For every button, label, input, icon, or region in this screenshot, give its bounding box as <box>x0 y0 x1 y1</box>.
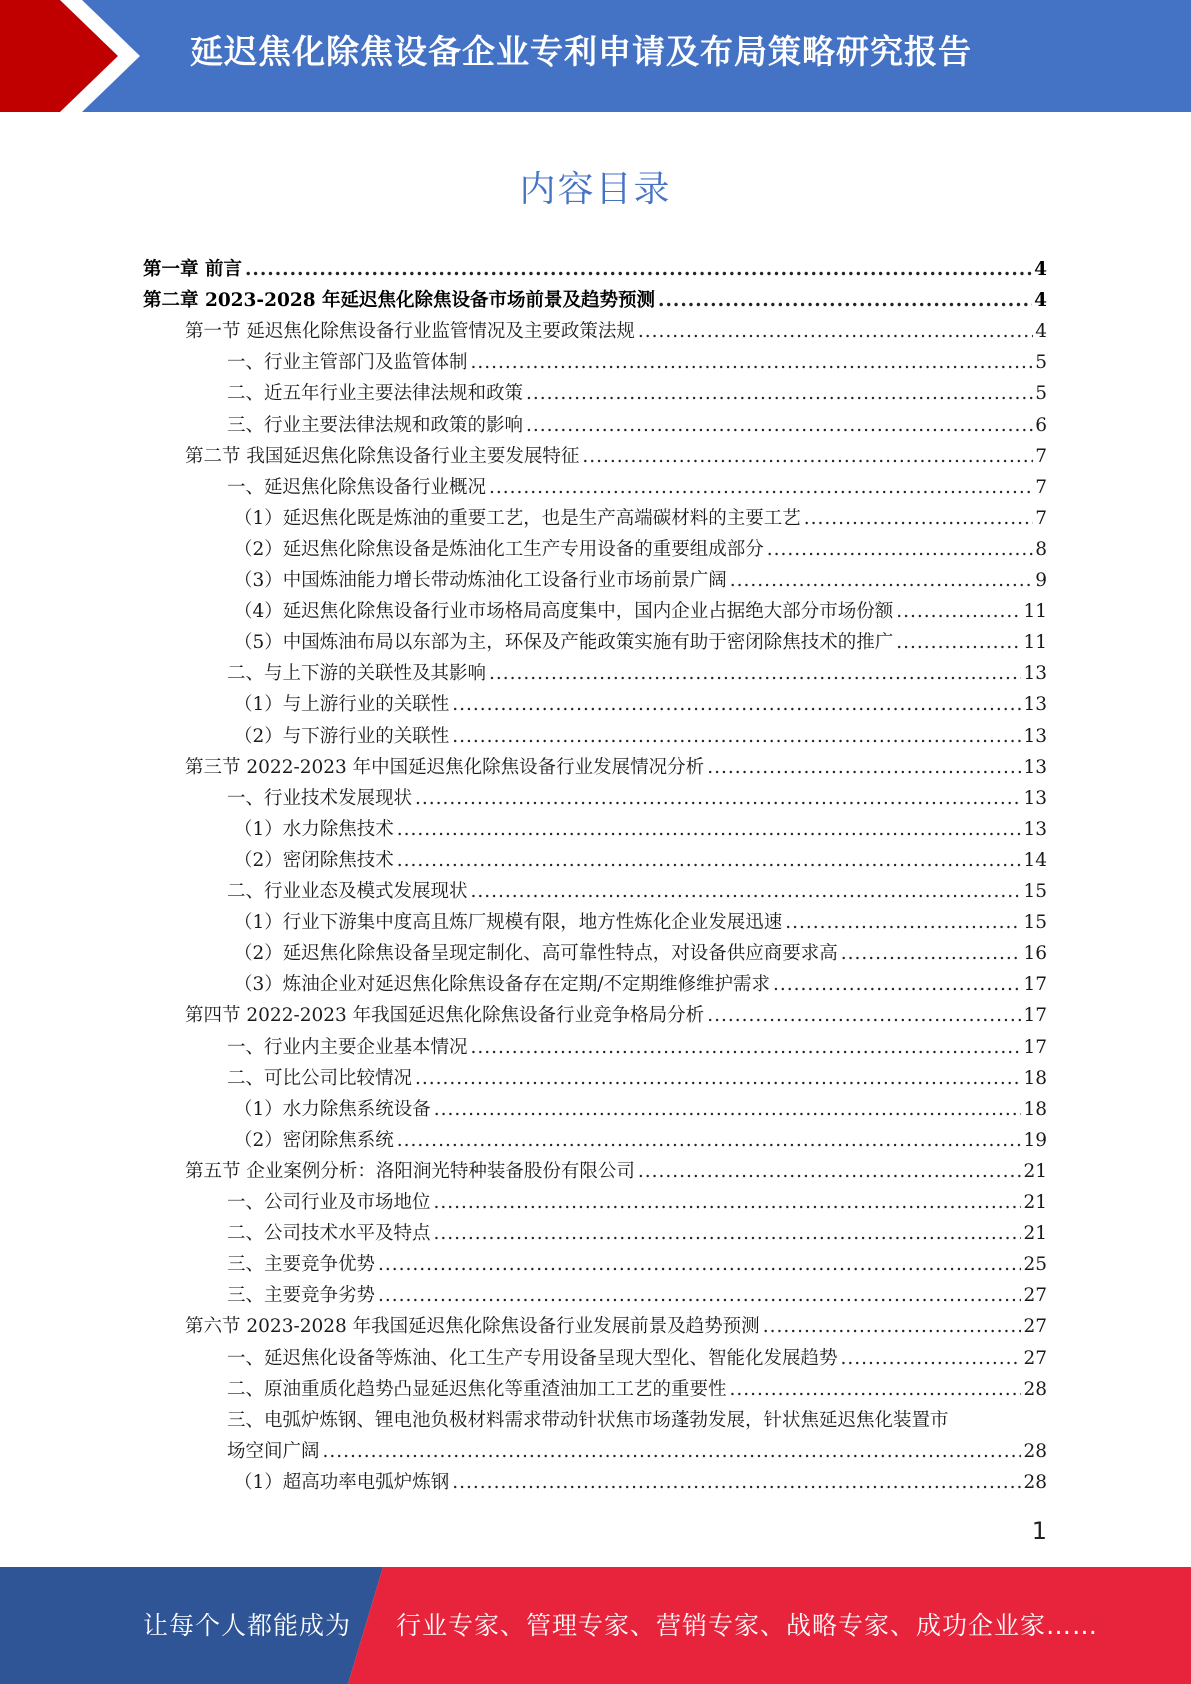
toc-entry-title: 二、行业业态及模式发展现状 <box>227 881 468 902</box>
toc-entry-page: 21 <box>1023 1192 1047 1213</box>
toc-leader-dots <box>841 938 1022 969</box>
toc-leader-dots <box>245 254 1032 285</box>
toc-entry-title: 三、电弧炉炼钢、锂电池负极材料需求带动针状焦市场蓬勃发展，针状焦延迟焦化装置市 <box>227 1409 949 1431</box>
toc-entry[interactable] <box>234 627 1047 658</box>
toc-entry-page: 4 <box>1035 321 1047 343</box>
toc-entry[interactable] <box>234 938 1047 969</box>
toc-entry[interactable] <box>234 565 1047 596</box>
toc-entry-page: 28 <box>1023 1471 1047 1493</box>
toc-entry-title: （4）延迟焦化除焦设备行业市场格局高度集中，国内企业占据绝大部分市场份额 <box>234 601 894 623</box>
toc-entry-title: 三、行业主要法律法规和政策的影响 <box>227 414 524 436</box>
toc-entry-title: 二、公司技术水平及特点 <box>227 1223 431 1245</box>
toc-entry[interactable] <box>185 316 1047 347</box>
toc-leader-dots <box>638 316 1033 347</box>
toc-leader-dots <box>471 347 1034 378</box>
toc-leader-dots <box>730 565 1033 596</box>
toc-entry[interactable] <box>227 378 1047 409</box>
toc-leader-dots <box>397 1125 1022 1156</box>
toc-leader-dots <box>489 658 1021 689</box>
toc-entry[interactable] <box>234 814 1047 845</box>
toc-entry-title: （1）水力除焦技术 <box>234 818 394 840</box>
toc-entry-title: （1）超高功率电弧炉炼钢 <box>234 1471 450 1493</box>
toc-entry-page: 13 <box>1023 756 1047 778</box>
toc-entry-title: 第二节 我国延迟焦化除焦设备行业主要发展特征 <box>185 445 580 467</box>
toc-leader-dots <box>471 1032 1022 1063</box>
toc-entry[interactable] <box>227 1032 1047 1063</box>
toc-entry[interactable] <box>234 689 1047 720</box>
toc-entry-page: 7 <box>1035 507 1047 529</box>
toc-entry[interactable] <box>227 1063 1047 1094</box>
toc-entry-page: 13 <box>1023 663 1047 685</box>
toc-entry-title: 一、延迟焦化设备等炼油、化工生产专用设备呈现大型化、智能化发展趋势 <box>227 1347 838 1369</box>
toc-leader-dots <box>397 814 1022 845</box>
toc-entry-title: （1）延迟焦化既是炼油的重要工艺，也是生产高端碳材料的主要工艺 <box>234 507 801 529</box>
toc-entry-title: 第六节 2023-2028 年我国延迟焦化除焦设备行业发展前景及趋势预测 <box>185 1316 760 1338</box>
toc-entry-page: 5 <box>1035 383 1047 405</box>
toc-leader-dots <box>582 441 1033 472</box>
toc-entry-title: 二、与上下游的关联性及其影响 <box>227 663 487 685</box>
toc-entry-title: 一、行业技术发展现状 <box>227 787 413 809</box>
toc-entry[interactable] <box>234 1467 1047 1498</box>
toc-entry-page: 16 <box>1023 943 1047 965</box>
toc-leader-dots <box>452 1467 1021 1498</box>
toc-entry-page: 17 <box>1023 974 1047 996</box>
toc-entry[interactable] <box>227 1187 1047 1218</box>
toc-entry-page: 7 <box>1035 476 1047 498</box>
toc-entry-title: 第三节 2022-2023 年中国延迟焦化除焦设备行业发展情况分析 <box>185 756 705 778</box>
toc-leader-dots <box>378 1280 1021 1311</box>
toc-entry-page: 19 <box>1023 1129 1047 1151</box>
toc-entry[interactable] <box>234 596 1047 627</box>
toc-entry-title: 二、可比公司比较情况 <box>227 1067 413 1089</box>
toc-entry-page: 15 <box>1023 912 1047 934</box>
toc-entry-title: 二、近五年行业主要法律法规和政策 <box>227 383 524 405</box>
toc-entry-page: 4 <box>1034 290 1047 312</box>
toc-entry-title: 第四节 2022-2023 年我国延迟焦化除焦设备行业竞争格局分析 <box>185 1005 705 1027</box>
toc-entry[interactable] <box>227 472 1047 503</box>
toc-entry-page: 27 <box>1023 1347 1047 1369</box>
toc-entry[interactable] <box>143 254 1047 285</box>
toc-entry-title: 第二章 2023-2028 年延迟焦化除焦设备市场前景及趋势预测 <box>143 290 656 312</box>
toc-entry-page: 17 <box>1023 1036 1047 1058</box>
toc-entry-page: 28 <box>1023 1440 1047 1462</box>
toc-entry-title: 一、公司行业及市场地位 <box>227 1192 431 1213</box>
toc-entry[interactable] <box>185 1311 1047 1342</box>
toc-entry-page: 7 <box>1035 445 1047 467</box>
toc-leader-dots <box>415 783 1021 814</box>
toc-entry[interactable] <box>227 1280 1047 1311</box>
toc-leader-dots <box>658 285 1032 316</box>
toc-entry-page: 28 <box>1023 1378 1047 1400</box>
footer-slogan-left: 让每个人都能成为 <box>143 1611 352 1640</box>
toc-leader-dots <box>773 969 1021 1000</box>
toc-entry-page: 6 <box>1035 414 1047 436</box>
toc-entry-title: （2）密闭除焦系统 <box>234 1129 394 1151</box>
toc-heading: 内容目录 <box>519 169 672 210</box>
toc-leader-dots <box>526 410 1033 441</box>
page-number: 1 <box>1031 1517 1047 1545</box>
toc-entry-title: 三、主要竞争优势 <box>227 1254 376 1276</box>
toc-entry-title: （5）中国炼油布局以东部为主，环保及产能政策实施有助于密闭除焦技术的推广 <box>234 632 894 654</box>
toc-entry[interactable] <box>227 347 1047 378</box>
toc-leader-dots <box>707 752 1021 783</box>
toc-entry[interactable] <box>227 410 1047 441</box>
toc-entry[interactable] <box>185 1000 1047 1031</box>
toc-entry[interactable] <box>227 658 1047 689</box>
toc-leader-dots <box>638 1156 1022 1187</box>
toc-entry[interactable] <box>234 969 1047 1000</box>
toc-entry-page: 13 <box>1023 787 1047 809</box>
footer-bar <box>0 1567 1191 1684</box>
toc-leader-dots <box>767 534 1033 565</box>
toc-entry[interactable] <box>227 1218 1047 1249</box>
toc-entry-page: 18 <box>1023 1067 1047 1089</box>
toc-entry-page: 8 <box>1035 538 1047 560</box>
toc-entry-title: 三、主要竞争劣势 <box>227 1285 376 1307</box>
toc-leader-dots <box>841 1343 1022 1374</box>
toc-entry-title: 二、原油重质化趋势凸显延迟焦化等重渣油加工工艺的重要性 <box>227 1378 727 1400</box>
report-title: 延迟焦化除焦设备企业专利申请及布局策略研究报告 <box>190 32 972 71</box>
toc-entry[interactable] <box>234 534 1047 565</box>
toc-entry-title: 一、行业内主要企业基本情况 <box>227 1036 468 1058</box>
toc-entry[interactable] <box>143 285 1047 316</box>
toc-leader-dots <box>785 907 1021 938</box>
toc-entry-page: 17 <box>1023 1005 1047 1027</box>
toc-entry-page: 18 <box>1023 1098 1047 1120</box>
toc-entry-title: （2）延迟焦化除焦设备呈现定制化、高可靠性特点，对设备供应商要求高 <box>234 943 838 965</box>
toc-entry[interactable] <box>227 1343 1047 1374</box>
header-arrow-icon <box>0 0 150 112</box>
toc-entry[interactable] <box>185 752 1047 783</box>
toc-entry[interactable] <box>227 1436 1047 1467</box>
footer-slogan-right: 行业专家、管理专家、营销专家、战略专家、成功企业家…… <box>396 1611 1099 1640</box>
toc-entry-title: （2）密闭除焦技术 <box>234 849 394 871</box>
toc-leader-dots <box>763 1311 1022 1342</box>
toc-entry-page: 11 <box>1023 632 1047 654</box>
toc-entry-page: 11 <box>1023 601 1047 623</box>
toc-entry[interactable] <box>234 721 1047 752</box>
toc-leader-dots <box>415 1063 1021 1094</box>
toc-entry-title: （2）延迟焦化除焦设备是炼油化工生产专用设备的重要组成部分 <box>234 538 764 560</box>
toc-entry-page: 25 <box>1023 1254 1047 1276</box>
toc-leader-dots <box>452 721 1021 752</box>
toc-entry-page: 5 <box>1035 352 1047 374</box>
toc-entry-title: 第一节 延迟焦化除焦设备行业监管情况及主要政策法规 <box>185 321 635 343</box>
toc-leader-dots <box>397 845 1022 876</box>
toc-entry-page: 14 <box>1023 849 1047 871</box>
toc-entry[interactable] <box>227 1374 1047 1405</box>
toc-leader-dots <box>378 1249 1021 1280</box>
toc-leader-dots <box>434 1094 1022 1125</box>
toc-entry[interactable] <box>234 907 1047 938</box>
toc-entry[interactable] <box>227 1405 1047 1436</box>
toc-entry[interactable] <box>185 441 1047 472</box>
toc-entry[interactable] <box>227 1249 1047 1280</box>
toc-entry-title: 场空间广阔 <box>227 1440 320 1462</box>
toc-entry-title: 第一章 前言 <box>143 259 242 280</box>
toc-entry-page: 13 <box>1023 694 1047 716</box>
toc-entry-title: （1）与上游行业的关联性 <box>234 694 450 716</box>
toc-leader-dots <box>471 876 1022 907</box>
header-bar <box>0 0 1191 112</box>
toc-leader-dots <box>526 378 1033 409</box>
toc-entry[interactable] <box>234 845 1047 876</box>
toc-leader-dots <box>489 472 1033 503</box>
toc-entry-title: （3）炼油企业对延迟焦化除焦设备存在定期/不定期维修维护需求 <box>234 974 771 996</box>
toc-leader-dots <box>434 1187 1022 1218</box>
toc-leader-dots <box>730 1374 1022 1405</box>
toc-leader-dots <box>896 627 1021 658</box>
toc-entry-title: 一、行业主管部门及监管体制 <box>227 352 468 374</box>
toc-leader-dots <box>707 1000 1021 1031</box>
toc-entry-title: 第五节 企业案例分析：洛阳涧光特种装备股份有限公司 <box>185 1160 635 1182</box>
toc-entry-title: （3）中国炼油能力增长带动炼油化工设备行业市场前景广阔 <box>234 570 727 591</box>
toc-entry-page: 27 <box>1023 1316 1047 1338</box>
toc-entry-page: 21 <box>1023 1160 1047 1182</box>
toc-entry-page: 4 <box>1034 259 1047 280</box>
toc-entry-page: 13 <box>1023 818 1047 840</box>
toc-entry-title: （1）水力除焦系统设备 <box>234 1098 431 1120</box>
toc-entry[interactable] <box>234 1125 1047 1156</box>
toc-entry[interactable] <box>185 1156 1047 1187</box>
toc-entry-page: 13 <box>1023 725 1047 747</box>
toc-entry-title: （1）行业下游集中度高且炼厂规模有限，地方性炼化企业发展迅速 <box>234 912 783 934</box>
toc-leader-dots <box>804 503 1033 534</box>
toc-leader-dots <box>323 1436 1022 1467</box>
toc-entry[interactable] <box>234 503 1047 534</box>
toc-entry[interactable] <box>227 876 1047 907</box>
toc-entry-page: 15 <box>1023 881 1047 902</box>
toc-entry[interactable] <box>227 783 1047 814</box>
toc-entry-page: 9 <box>1035 570 1047 591</box>
toc-entry-page: 21 <box>1023 1223 1047 1245</box>
toc-leader-dots <box>896 596 1021 627</box>
toc-leader-dots <box>452 689 1021 720</box>
toc-leader-dots <box>434 1218 1022 1249</box>
toc-entry[interactable] <box>234 1094 1047 1125</box>
toc-entry-title: 一、延迟焦化除焦设备行业概况 <box>227 476 487 498</box>
toc-entry-page: 27 <box>1023 1285 1047 1307</box>
toc-entry-title: （2）与下游行业的关联性 <box>234 725 450 747</box>
